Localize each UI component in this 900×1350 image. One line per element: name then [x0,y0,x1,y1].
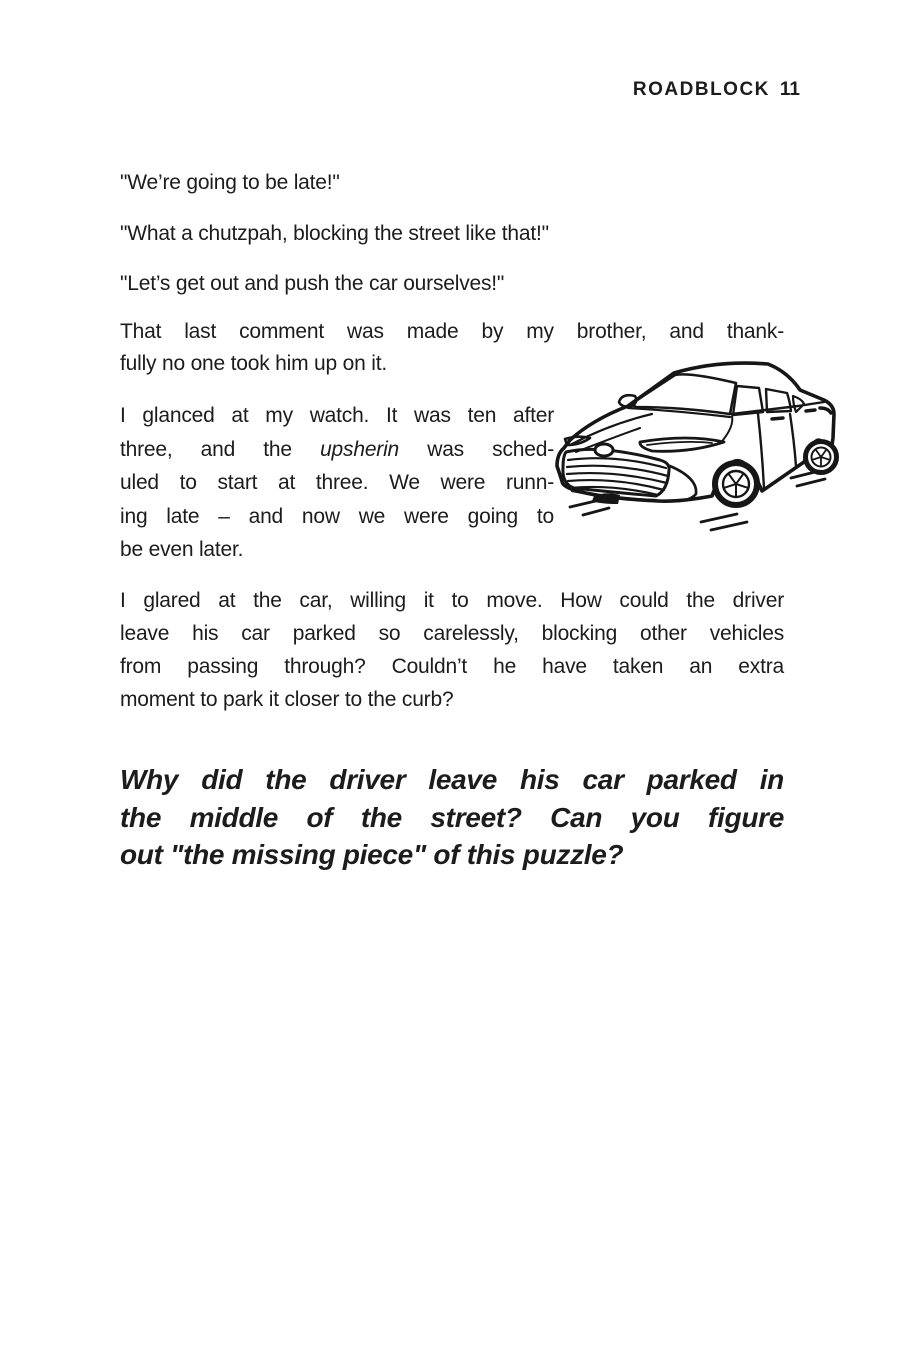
dialogue-line-3: "Let’s get out and push the car ourselves!" [120,272,505,295]
car-line-drawing-svg [540,350,900,550]
paragraph-line: from passing through? Couldn’t he have taken an extra [120,655,784,678]
paragraph-line: fully no one took him up on it. [120,352,387,375]
page-number: 11 [779,79,800,100]
dialogue-line-1: "We’re going to be late!" [120,171,340,194]
dialogue-line-2: "What a chutzpah, blocking the street like that!" [120,222,549,245]
paragraph-glared [120,584,784,716]
paragraph-line: leave his car parked so carelessly, blocking other vehicles [120,622,784,645]
running-header [400,79,800,101]
paragraph-line: three, and the upsherin was sched- [120,437,554,461]
paragraph-line: ing late – and now we were going to [120,504,554,528]
chapter-title: ROADBLOCK [632,79,770,100]
paragraph-line: I glanced at my watch. It was ten after [120,404,554,427]
italic-term: upsherin [320,437,400,461]
paragraph-line: be even later. [120,538,244,561]
paragraph-watch [120,399,554,567]
paragraph-line: moment to park it closer to the curb? [120,688,454,711]
paragraph-line: uled to start at three. We were runn- [120,471,554,494]
question-line: out "the missing piece" of this puzzle? [120,839,624,870]
paragraph-line: That last comment was made by my brother, and thank- [120,320,784,343]
puzzle-question [120,761,784,874]
question-line: Why did the driver leave his car parked in [120,764,784,795]
question-line: the middle of the street? Can you figure [120,801,784,833]
car-illustration [540,350,900,550]
paragraph-line: I glared at the car, willing it to move. How could the driver [120,589,784,612]
